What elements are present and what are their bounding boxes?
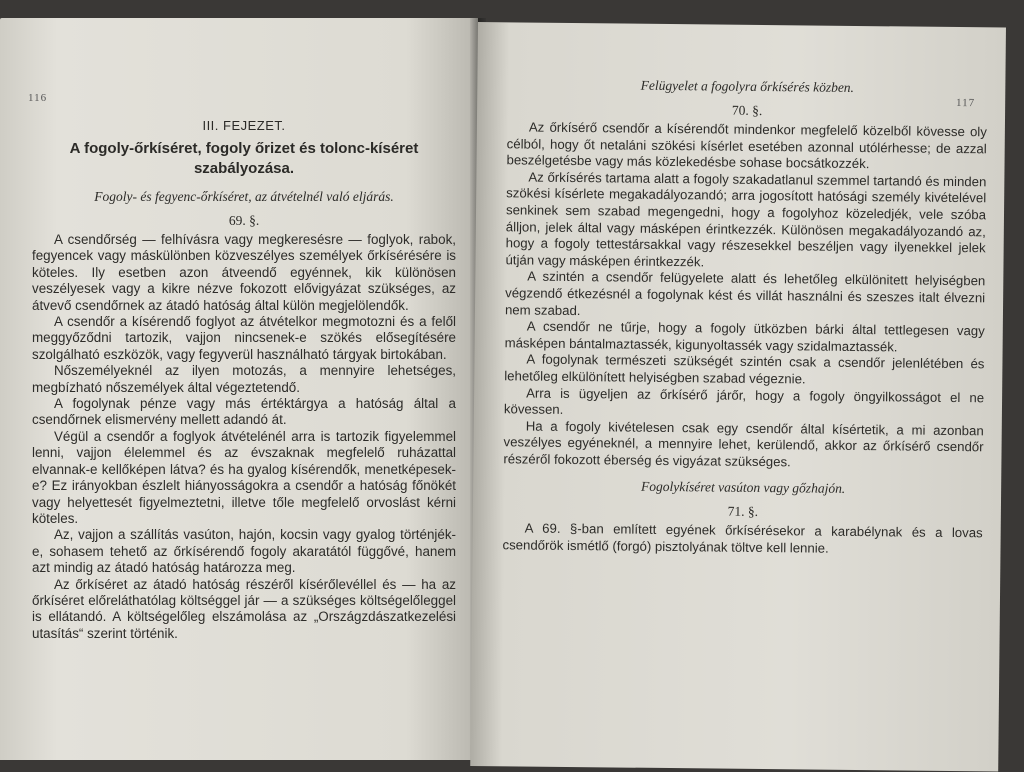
paragraph: A csendőrség — felhívásra vagy megkeresésre — foglyok, rabok, fegyencek vagy máskülönben közveszélyes személyek őrkísérésére is köteles. Ily esetben azon átveendő egyénnek, kik különösen veszélyesek vagy a kikre nézve fokozott elővigyázat szükséges, az átvevő csendőrnek az átadó hatóság által külön megjelölendők. bbox=[32, 232, 456, 313]
paragraph: A csendőr a kísérendő foglyot az átvételkor megmotozni és a felől meggyőződni tartozik, vajjon nincsenek-e szökés elősegítésére szolgálható eszközök, vagy fegyverül használható tárgyak birtokában. bbox=[32, 314, 456, 362]
paragraph: A fogolynak pénze vagy más értéktárgya a hatóság által a csendőrnek elismervény mellett adandó át. bbox=[32, 396, 456, 428]
paragraph: Nőszemélyeknél az ilyen motozás, a mennyire lehetséges, megbízható nőszemélyek által végeztetendő. bbox=[32, 363, 456, 395]
paragraph: Ha a fogoly kivételesen csak egy csendőr által kísértetik, a mi azonban veszélyes egyéneknél, a mennyire lehet, kerülendő, akkor az őrkísérő csendőr részéről fokozott éberség és vigyázat szükséges. bbox=[503, 418, 984, 470]
section-number: 69. §. bbox=[228, 213, 260, 228]
section-number: 70. §. bbox=[731, 102, 763, 118]
paragraph: A csendőr ne tűrje, hogy a fogoly ütközben bárki által tettlegesen vagy másképen bántalmaztassék, kigunyoltassék vagy szidalmaztassék. bbox=[504, 318, 985, 355]
paragraph: Az őrkíséret az átadó hatóság részéről kísérőlevéllel és — ha az őrkíséret előreláthatólag költséggel jár — a szükséges költségelőleggel is ellátandó. A költségelőleg elszámolása az „Országzdászatkezelési utasítás“ szerint történik. bbox=[32, 576, 456, 641]
section-subtitle: Fogoly- és fegyenc-őrkíséret, az átvételnél való eljárás. bbox=[94, 189, 394, 204]
right-page bbox=[470, 22, 1006, 771]
page-number: 116 bbox=[28, 92, 48, 104]
paragraph: Végül a csendőr a foglyok átvételénél arra is tartozik figyelemmel lenni, vajjon élelemmel és az évszaknak megfelelő ruházattal elvannak-e kellőképen látva? és ha gyalog kísérendők, menetképesek-e? Ez irányokban észlelt hiányosságokra a csendőr a hatóság főnökét vagy helyettesét figyelmeztetni, illetve tőle megfelelő orvoslást kérni köteles. bbox=[32, 428, 456, 526]
left-page bbox=[0, 18, 478, 760]
paragraph: Az őrkísérő csendőr a kísérendőt mindenkor megfelelő közelből kövesse oly célból, hogy őt netaláni szökési kísérlet esetében azonnal utólérhesse; de azzal beszélgetésbe vagy más közlekedésbe sohase bocsátkozzék. bbox=[506, 119, 987, 172]
section-subtitle: Felügyelet a fogolyra őrkísérés közben. bbox=[640, 77, 855, 95]
section-subtitle: Fogolykíséret vasúton vagy gőzhajón. bbox=[640, 479, 846, 497]
paragraph: Az, vajjon a szállítás vasúton, hajón, kocsin vagy gyalog történjék-e, sohasem tehető az őrkísérendő fogoly akaratától függővé, hanem azt mindig az átadó hatóság határozza meg. bbox=[32, 527, 456, 576]
paragraph: A szintén a csendőr felügyelete alatt és lehetőleg elkülönitett helyiségben végzendő étkezésnél a fogolynak kést és villát használni és szeszes italt élvezni nem szabad. bbox=[504, 268, 986, 318]
paragraph: A fogolynak természeti szükségét szintén csak a csendőr jelenlétében és lehetőleg elkülönített helyiségben szabad végeznie. bbox=[504, 351, 985, 387]
section-number: 71. §. bbox=[727, 504, 759, 520]
page-number: 117 bbox=[956, 97, 976, 110]
chapter-heading: III. FEJEZET. bbox=[202, 118, 286, 133]
paragraph: Arra is ügyeljen az őrkísérő járőr, hogy a fogoly öngyilkosságot el ne kövessen. bbox=[503, 385, 985, 418]
chapter-title: A fogoly-őrkíséret, fogoly őrizet és tolonc-kíséret szabályozása. bbox=[69, 140, 419, 177]
paragraph: A 69. §-ban említett egyének őrkísérésekor a karabélynak és a lovas csendőrök ismétlő (forgó) pisztolyának töltve kell lennie. bbox=[502, 520, 983, 556]
paragraph: Az őrkísérés tartama alatt a fogoly szakadatlanul szemmel tartandó és minden szökési kísérlete megakadályozandó; arra jogosított hatósági személy kivételével senkinek sem szabad megengedni, hogy a fogolyhoz közeledjék, vele szóba álljon, jelek által vagy másképen érintkezzék. Különösen megakadályozandó az, hogy a fogoly tettestársakkal vagy részesekkel beszéljen vagy ilyenekkel jelek útján vagy másképen érintkezzék. bbox=[505, 169, 987, 270]
